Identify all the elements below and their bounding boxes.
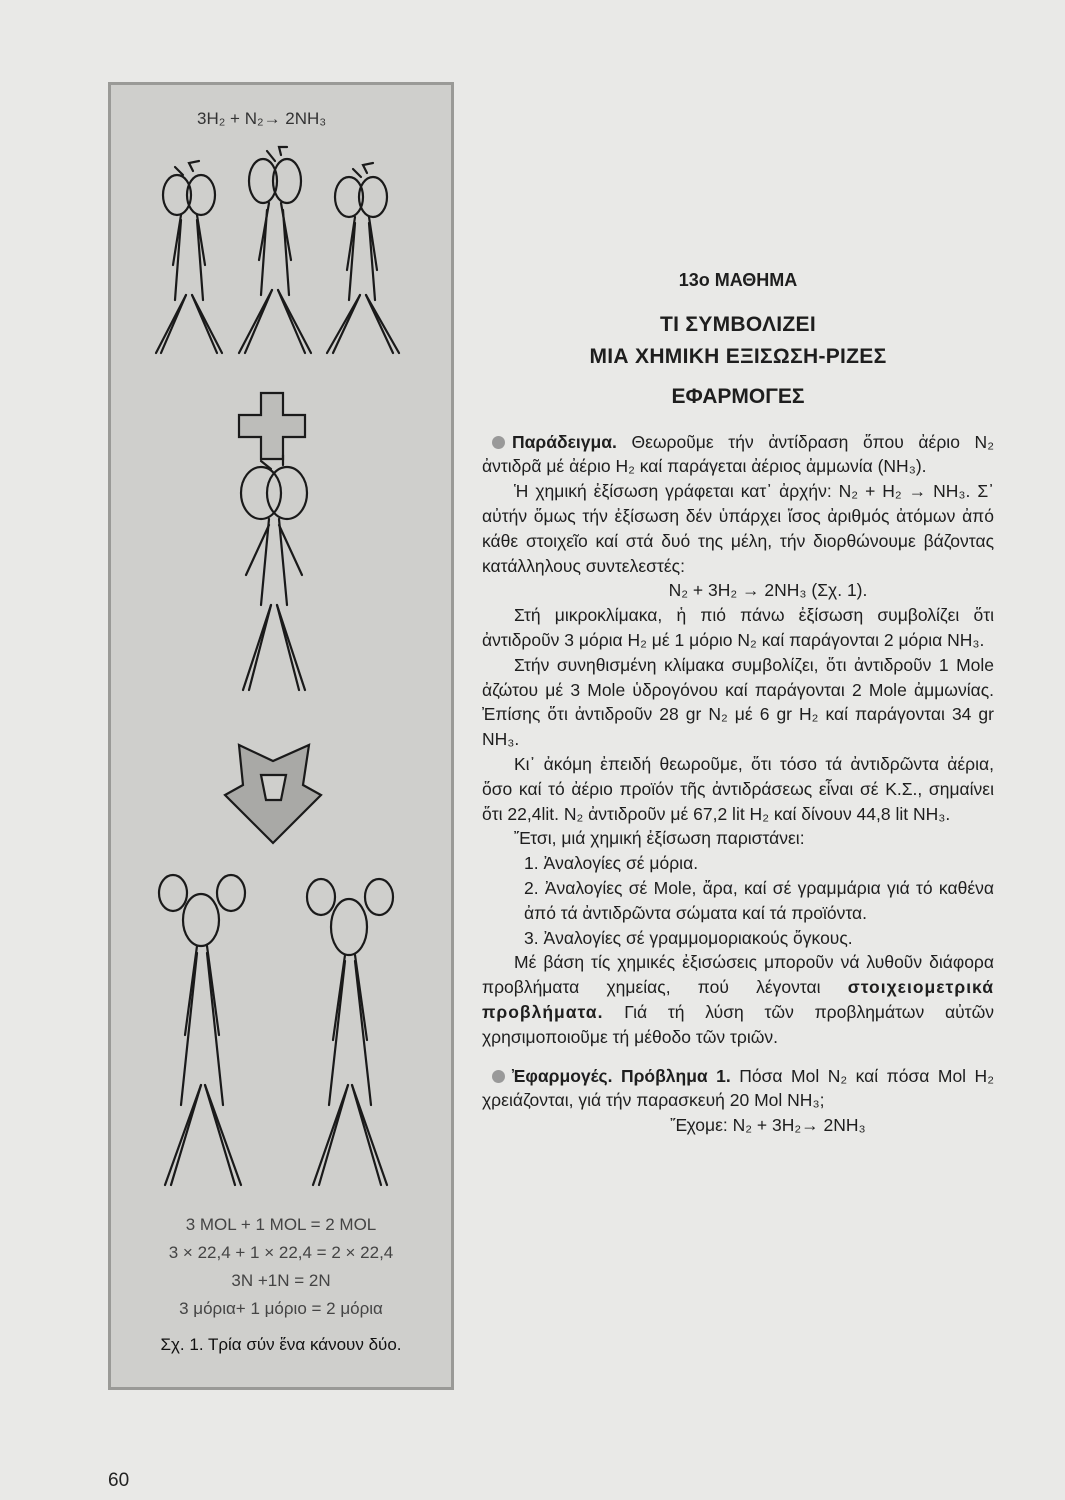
applications-heading: ΕΦΑΡΜΟΓΕΣ — [671, 384, 805, 408]
lesson-title-line1: ΤΙ ΣΥΜΒΟΛΙΖΕΙ — [660, 312, 816, 336]
nitrogen-molecule-figure — [241, 455, 307, 690]
molecule-figure-illustration — [111, 85, 457, 1393]
problem-label: Ἐφαρμογές. Πρόβλημα 1. — [512, 1065, 731, 1086]
figure-equation-moles: 3 MOL + 1 MOL = 2 MOL — [185, 1215, 377, 1234]
hydrogen-molecule-figure-1 — [156, 161, 222, 353]
list-item: 1. Ἀναλογίες σέ μόρια. — [524, 853, 699, 874]
hydrogen-molecule-figure-3 — [327, 163, 399, 353]
figure-caption: Σχ. 1. Τρία σύν ἕνα κάνουν δύο. — [160, 1335, 402, 1354]
stoichiometry-text-1: Μέ βάση τίς χημικές ἐξισώσεις μποροῦν νά λυθοῦν διάφορα προβλήματα χημείας, πού λέγονται — [482, 952, 994, 998]
figure-panel — [108, 82, 454, 1390]
equation-paragraph: Ἡ χημική ἐξίσωση γράφεται κατ᾽ ἀρχήν: N₂ + H₂ → NH₃. Σ᾽ αὐτήν ὅμως τήν ἐξίσωση δέν ὑπάρχει ἴσος ἀριθμός ἀτόμων ἀπό κάθε στοιχεῖο καί στά δυό της μέλη, τήν διορθώνουμε βάζοντας κατάλληλους συντελεστές: — [482, 481, 994, 576]
lesson-title-line2: ΜΙΑ ΧΗΜΙΚΗ ΕΞΙΣΩΣΗ-ΡΙΖΕΣ — [589, 344, 887, 368]
figure-top-equation: 3H₂ + N₂→ 2NH₃ — [197, 109, 327, 128]
balanced-equation: N₂ + 3H₂ → 2NH₃ (Σχ. 1). — [668, 580, 868, 601]
example-intro: Θεωροῦμε τήν ἀντίδραση ὅπου ἀέριο N₂ ἀντιδρᾶ μέ ἀέριο H₂ καί παράγεται ἀέριος ἀμμωνία (NH₃). — [482, 431, 994, 477]
figure-equation-volumes: 3 × 22,4 + 1 × 22,4 = 2 × 22,4 — [168, 1243, 394, 1262]
bullet-icon — [492, 1070, 505, 1083]
list-item: 3. Ἀναλογίες σέ γραμμομοριακούς ὄγκους. — [524, 927, 853, 948]
example-paragraph — [482, 430, 994, 480]
figure-equation-atoms: 3N +1N = 2N — [231, 1271, 331, 1290]
page-number: 60 — [108, 1470, 130, 1491]
gas-volume-paragraph: Κι᾽ ἀκόμη ἐπειδή θεωροῦμε, ὅτι τόσο τά ἀντιδρῶντα ἀέρια, ὅσο καί τό ἀέριο προϊόν τῆς ἀντιδράσεως εἶναι σέ Κ.Σ., σημαίνει ὅτι 22,4lit. N₂ ἀντιδροῦν μέ 67,2 lit H₂ καί δίνουν 44,8 lit NH₃. — [482, 753, 994, 824]
problem-text: Πόσα Mol N₂ καί πόσα Mol H₂ χρειάζονται, γιά τήν παρασκευή 20 Mol NH₃; — [482, 1065, 994, 1111]
plus-icon — [239, 393, 305, 459]
lesson-number: 13ο ΜΑΘΗΜΑ — [678, 270, 798, 290]
example-label: Παράδειγμα. — [512, 431, 617, 452]
stoichiometry-term: στοιχειομετρικά προβλήματα. — [482, 977, 994, 1022]
stoichiometry-text-2: Γιά τή λύση τῶν προβλημάτων αὐτῶν χρησιμοποιοῦμε τή μέθοδο τῶν τριῶν. — [482, 1001, 994, 1047]
list-item: 2. Ἀναλογίες σέ Mole, ἄρα, καί σέ γραμμάρια γιά τό καθένα ἀπό τά ἀντιδρῶντα σώματα καί τά προϊόντα. — [524, 877, 994, 923]
bleed-through — [510, 70, 515, 95]
ammonia-molecule-figure-1 — [159, 875, 245, 1185]
figure-equation-molecules: 3 μόρια+ 1 μόριο = 2 μόρια — [179, 1299, 383, 1318]
summary-intro: Ἔτσι, μιά χημική ἐξίσωση παριστάνει: — [514, 828, 805, 849]
stoichiometry-paragraph — [482, 950, 994, 1049]
bullet-icon — [492, 436, 505, 449]
lesson-text — [482, 268, 994, 1138]
problem-paragraph — [482, 1064, 994, 1114]
ammonia-molecule-figure-2 — [307, 879, 393, 1185]
micro-scale-paragraph: Στή μικροκλίμακα, ἡ πιό πάνω ἐξίσωση συμβολίζει ὅτι ἀντιδροῦν 3 μόρια H₂ μέ 1 μόριο N₂ καί παράγονται 2 μόρια NH₃. — [482, 605, 994, 650]
hydrogen-molecule-figure-2 — [239, 147, 311, 353]
problem-equation: Ἔχομε: N₂ + 3H₂→ 2NH₃ — [670, 1115, 866, 1136]
macro-scale-paragraph: Στήν συνηθισμένη κλίμακα συμβολίζει, ὅτι ἀντιδροῦν 1 Mole ἀζώτου μέ 3 Mole ὑδρογόνου καί παράγονται 2 Mole ἀμμωνίας. Ἐπίσης ὅτι ἀντιδροῦν 28 gr N₂ μέ 6 gr H₂ καί παράγονται 34 gr NH₃. — [482, 654, 994, 750]
